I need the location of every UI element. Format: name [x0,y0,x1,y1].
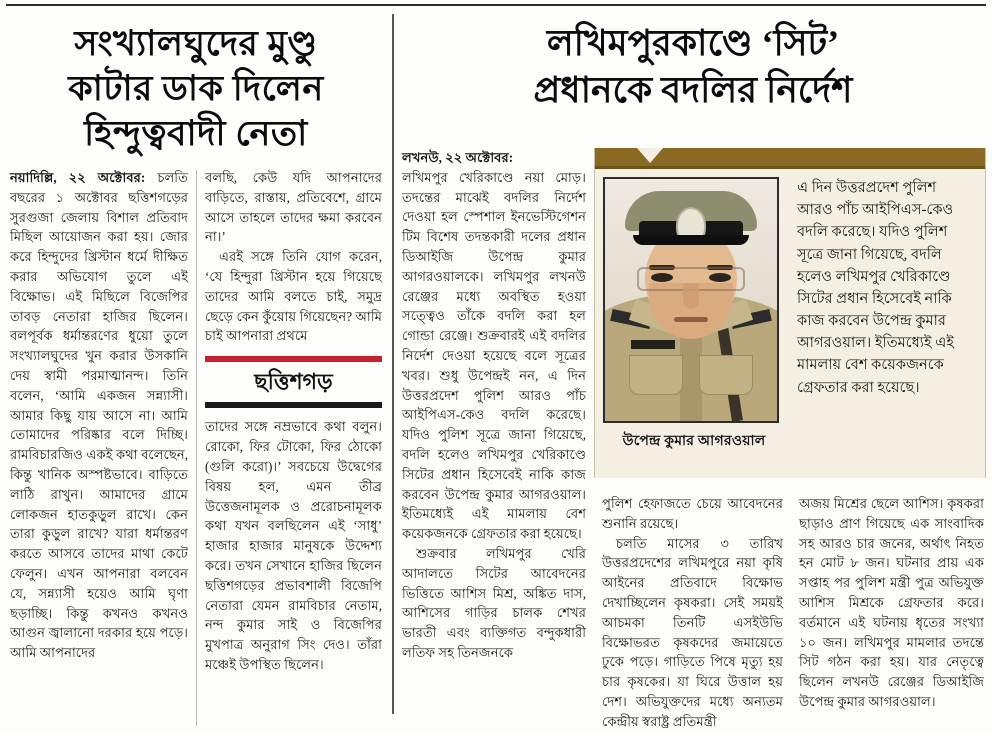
left-column-divider [196,170,197,726]
right-lower-column-3 [791,494,988,744]
right-column-1 [398,148,594,660]
photo-mouth [674,317,708,322]
left-col2-paragraph-3: তাদের সঙ্গে নম্রভাবে কথা বলুন। রোকো, ফির টোকো, ফির ঠোকো (গুলি করো)।’ সবচেয়ে উদ্বেগের বিষয় হল, এমন তীব্র উত্তেজনামূলক ও প্ররোচনামূলক কথা যখন বলছিলেন এই ‘সাধু’ হাজার হাজার মানুষকে উদ্দেশ্য করে। তখন সেখানে হাজির ছিলেন ছত্তিশগড়ের প্রভাবশালী বিজেপি নেতারা যেমন রামবিচার নেতাম, নন্দ কুমার সাই ও বিজেপির মুখপাত্র অনুরাগ সিং দেও। তাঁরা মঞ্চেই উপস্থিত ছিলেন। [205,419,382,672]
left-col2-paragraph-2: এরই সঙ্গে তিনি যোগ করেন, ‘যে হিন্দুরা খ্রিস্টান হয়ে গিয়েছে তাদের আমি বলতে চাই, সমুদ্র ছেড়ে কেন কুঁয়োয় গিয়েছেন? আমি চাই আপনারা প্রথমে [205,249,382,344]
photo-name-badge [631,340,675,349]
left-column-1 [4,168,196,724]
photo-caption: উপেন্দ্র কুমার আগরওয়াল [622,434,766,449]
right-headline-line-2: প্রধানকে বদলির নির্দেশ [533,69,853,110]
left-article-columns [4,168,388,724]
feature-photo-box [594,148,986,478]
right-col1-paragraph-1 [402,148,586,168]
right-lower-paragraph-3: অজয় মিশ্রের ছেলে আশিস। কৃষকরা ছাড়াও প্রাণ গিয়েছে এক সাংবাদিক সহ আরও চার জনের, অর্থাৎ নিহত হন মোট ৮ জন। ঘটনার প্রায় এক সপ্তাহ পর পুলিশ মন্ত্রী পুত্র অভিযুক্ত আশিস মিশ্রকে গ্রেফতার করে। বর্তমানে এই ঘটনায় ধৃতের সংখ্যা ১০ জন। লখিমপুর মামলার তদন্তে সিট গঠন করা হয়। যার নেতৃত্বে ছিলেন লখনউ রেঞ্জের ডিআইজি উপেন্দ্র কুমার আগরওয়াল। [799,496,984,709]
region-label-block [205,356,382,408]
photo-pocket-right [699,355,753,395]
left-headline-line-3: হিন্দুত্ববাদী নেতা [84,113,308,153]
right-article-lower-section [398,494,988,744]
feature-sidebar-column [785,177,977,453]
right-col1-paragraph-3: শুক্রবার লখিমপুর খেরি আদালতে সিটের আবেদনের ভিত্তিতে আশিস মিশ্র, অঙ্কিত দাস, আশিসের গাড়ির চালক শেখর ভারতী এবং ব্যক্তিগত বন্দুকধারী লতিফ সহ তিনজনকে [402,545,586,660]
region-bar-black [205,402,382,408]
portrait-photo [603,177,779,423]
left-col2-text-top [205,168,382,346]
right-lower-paragraph-1: পুলিশ হেফাজতে চেয়ে আবেদনের শুনানি রয়েছে। [602,496,783,531]
right-lower-column-1 [398,494,594,744]
right-col1-paragraph-2: লখিমপুর খেরিকাণ্ডে নয়া মোড়। তদন্তের মাঝেই বদলির নির্দেশ দেওয়া হল স্পেশাল ইনভেস্টিগেশন টিম বিশেষ তদন্তকারী দলের প্রধান ডিআইজি উপেন্দ্র কুমার আগরওয়ালকে। লখিমপুর লখনউ রেঞ্জের মধ্যে অবস্থিত হওয়া সত্ত্বেও তাঁকে বদলি করা হল গোন্ডা রেঞ্জে। শুক্রবারই এই বদলির নির্দেশ দেওয়া হয়েছে বলে সূত্রের খবর। শুধু উপেন্দ্রই নন, এ দিন উত্তরপ্রদেশ পুলিশ আরও পাঁচ আইপিএস-কেও বদলি করেছে। যদিও পুলিশ সূত্রে জানা গিয়েছে, বদলি হলেও লখিমপুর খেরিকাণ্ডে সিটের প্রধান হিসেবেই নাকি কাজ করবেন উপেন্দ্র কুমার আগরওয়াল। ইতিমধ্যেই এই মামলায় বেশ কয়েকজনকে গ্রেফতার করা হয়েছে। [402,169,586,542]
right-article-headline [398,18,988,118]
right-lower-col2-text [602,494,783,732]
article-divider-rule [392,14,394,714]
left-col1-text [10,168,188,663]
left-dateline: নয়াদিল্লি, ২২ অক্টোবর: [10,170,146,185]
left-col2-text-bottom [205,417,382,674]
right-lower-col3-text [799,494,984,712]
page-top-rule [6,4,986,6]
feature-sidebar-text: এ দিন উত্তরপ্রদেশ পুলিশ আরও পাঁচ আইপিএস-কেও বদলি করেছে। যদিও পুলিশ সূত্রে জানা গিয়েছে, বদলি হলেও লখিমপুর খেরিকাণ্ডে সিটের প্রধান হিসেবেই নাকি কাজ করবেন উপেন্দ্র কুমার আগরওয়াল। ইতিমধ্যেই এই মামলায় বেশ কয়েকজনকে গ্রেফতার করা হয়েছে। [797,180,954,396]
photo-pocket-left [629,355,683,395]
banner-notch-triangle [637,148,663,163]
feature-photo-column [603,177,785,453]
photo-nose [683,283,699,309]
region-label: ছত্তিশগড় [254,369,333,395]
photo-cap-peak [633,235,749,245]
region-bar-red [205,356,382,362]
left-headline-line-2: কাটার ডাক দিলেন [68,68,324,108]
left-col1-paragraph [10,168,188,663]
left-article [4,18,388,724]
left-headline-line-1: সংখ্যালঘুদের মুণ্ডু [74,24,318,63]
right-dateline: লখনউ, ২২ অক্টোবর: [402,150,514,165]
left-col1-body: চলতি বছরের ১ অক্টোবর ছত্তিশগড়ের সুরগুজা জেলায় বিশাল প্রতিবাদ মিছিল আয়োজন করা হয়। জোর করে হিন্দুদের খ্রিস্টান ধর্মে দীক্ষিত করার অভিযোগ তুলে এই বিক্ষোভ। এই মিছিলে বিজেপির তাবড় নেতারা হাজির ছিলেন। বলপূর্বক ধর্মান্তরণের ধুয়ো তুলে সংখ্যালঘুদের খুন করার উসকানি দেয় স্বামী পরমাত্মানন্দ। তিনি বলেন, ‘আমি একজন সন্ন্যাসী। আমার কিছু যায় আসে না। আমি তোমাদের পরিষ্কার বলে দিচ্ছি। রামবিচারজিও একই কথা বলেছেন, কিন্তু খানিক অস্পষ্টভাবে। বাড়িতে লাঠি রাখুন। আমাদের গ্রামে লোকজন হাতকুড়ুল রাখে। কেন তারা কুড়ুল রাখে? যারা ধর্মান্তরণ করতে আসবে তাদের মাথা কেটে ফেলুন। এখন আপনারা বলবেন যে, সন্ন্যাসী হয়েও আমি ঘৃণা ছড়াচ্ছি। কিন্তু কখনও কখনও আগুন জ্বালানো দরকার হয়ে পড়ে। আমি আপনাদের [10,170,188,661]
right-article [398,18,988,729]
feature-inner [595,169,985,459]
feature-banner [595,148,985,166]
left-column-2 [196,168,388,724]
left-article-headline [4,18,388,158]
right-lower-paragraph-2: চলতি মাসের ৩ তারিখ উত্তরপ্রদেশের লখিমপুরে নয়া কৃষি আইনের প্রতিবাদে বিক্ষোভ দেখাচ্ছিলেন কৃষকরা। সেই সময়ই আচমকা তিনটি এসইউভি বিক্ষোভরত কৃষকদের জমায়েতে ঢুকে পড়ে। গাড়িতে পিষে মৃত্যু হয় চার কৃষকের। যা ঘিরে উত্তাল হয় দেশ। অভিযুক্তদের মধ্যে অন্যতম কেন্দ্রীয় স্বরাষ্ট্র প্রতিমন্ত্রী [602,535,783,729]
right-lower-column-2 [594,494,791,744]
left-col2-paragraph-1: বলছি, কেউ যদি আপনাদের বাড়িতে, রাস্তায়, প্রতিবেশে, গ্রামে আসে তাহলে তাদের ক্ষমা করবেন না।’ [205,170,382,245]
right-headline-line-1: লখিমপুরকাণ্ডে ‘সিট’ [546,23,840,63]
